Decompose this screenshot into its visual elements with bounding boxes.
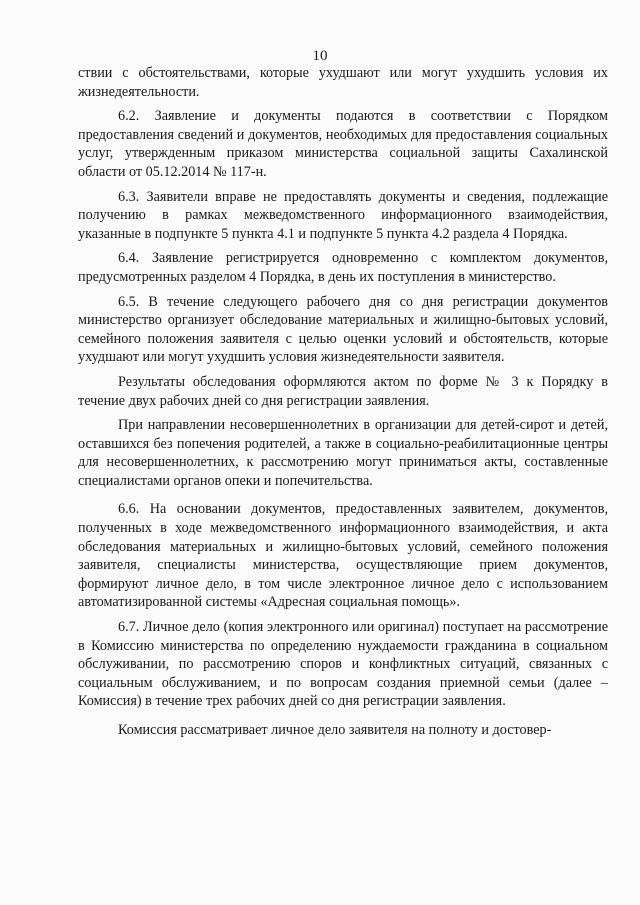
paragraph-6-5: 6.5. В течение следующего рабочего дня со дня регистрации документов министерство организует обследование материальных и жилищно-бытовых условий, семейного положения заявителя с целью оценки условий и обстоятельств, которые ухудшают или могут ухудшить условия жизнедеятельности заявителя. (78, 293, 608, 366)
paragraph-6-2: 6.2. Заявление и документы подаются в соответствии с Порядком предоставления сведений и документов, необходимых для предоставления социальных услуг, утвержденным приказом министерства социальной защиты Сахалинской области от 05.12.2014 № 117-н. (78, 108, 608, 180)
paragraph-6-4: 6.4. Заявление регистрируется одновременно с комплектом документов, предусмотренных разделом 4 Порядка, в день их поступления в министерство. (78, 250, 608, 285)
paragraph-6-3: 6.3. Заявители вправе не предоставлять документы и сведения, подлежащие получению в рамках межведомственного информационного взаимодействия, указанные в подпункте 5 пункта 4.1 и подпункте 5 пункта 4.2 раздела 4 Порядка. (78, 188, 608, 242)
page-number: 10 (312, 48, 328, 64)
paragraph-results: Результаты обследования оформляются актом по форме № 3 к Порядку в течение двух рабочих дней со дня регистрации заявления. (78, 373, 608, 409)
paragraph-continuation: ствии с обстоятельствами, которые ухудшают или могут ухудшить условия их жизнедеятельности. (78, 65, 608, 100)
document-body (78, 64, 608, 740)
paragraph-minors: При направлении несовершеннолетних в организации для детей-сирот и детей, оставшихся без попечения родителей, а также в социально-реабилитационные центры для несовершеннолетних, к рассмотрению могут приниматься акты, составленные специалистами органов опеки и попечительства. (78, 417, 608, 489)
paragraph-commission: Комиссия рассматривает личное дело заявителя на полноту и достовер- (118, 722, 552, 738)
paragraph-6-7: 6.7. Личное дело (копия электронного или оригинал) поступает на рассмотрение в Комиссию министерства по определению нуждаемости гражданина в социальном обслуживании, по рассмотрению споров и конфликтных ситуаций, связанных с социальным обслуживанием, и по вопросам создания приемной семьи (далее – Комиссия) в течение трех рабочих дней со дня регистрации заявления. (78, 619, 608, 710)
paragraph-6-6: 6.6. На основании документов, предоставленных заявителем, документов, полученных в ходе межведомственного информационного взаимодействия, и акта обследования материальных и жилищно-бытовых условий, семейного положения заявителя, специалисты министерства, осуществляющие прием документов, формируют личное дело, в том числе электронное личное дело с использованием автоматизированной системы «Адресная социальная помощь». (78, 501, 608, 611)
